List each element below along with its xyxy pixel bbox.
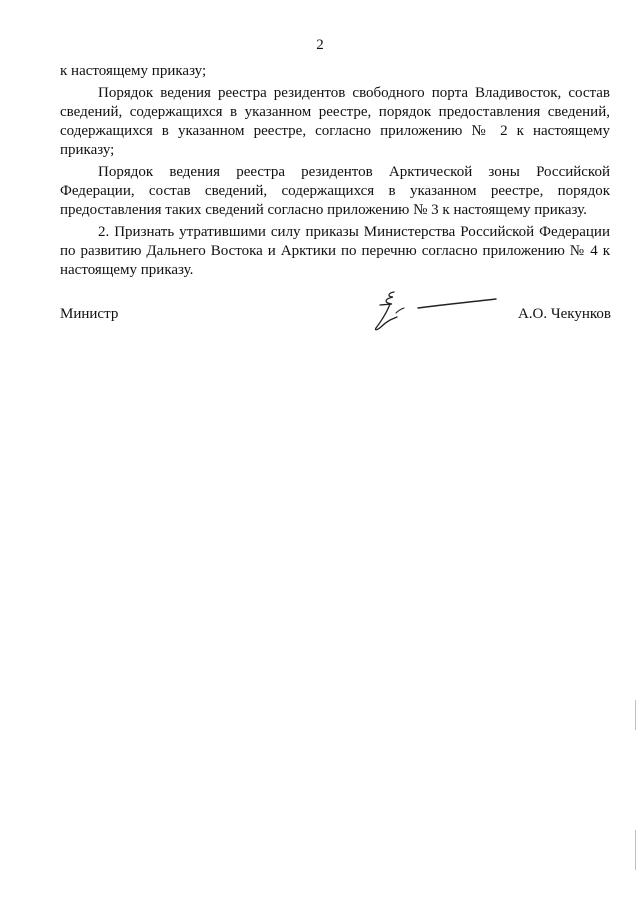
document-body <box>60 62 610 283</box>
paragraph-vladivostok-registry: Порядок ведения реестра резидентов свободного порта Владивосток, состав сведений, содержащихся в указанном реестре, порядок предоставления сведений, содержащихся в указанном реестре, согласно приложению № 2 к настоящему приказу; <box>60 85 610 158</box>
signer-title: Министр <box>60 306 119 322</box>
signature-block <box>60 302 611 332</box>
signer-name: А.О. Чекунков <box>517 306 611 322</box>
page-number: 2 <box>316 37 324 53</box>
scan-edge-mark <box>635 700 636 730</box>
paragraph-continuation: к настоящему приказу; <box>60 63 207 79</box>
scan-edge-mark <box>635 830 636 870</box>
handwritten-signature <box>370 290 500 334</box>
paragraph-repeal-orders: 2. Признать утратившими силу приказы Министерства Российской Федерации по развитию Дальнего Востока и Арктики по перечню согласно приложению № 4 к настоящему приказу. <box>60 224 610 278</box>
paragraph-arctic-registry: Порядок ведения реестра резидентов Арктической зоны Российской Федерации, состав сведений, содержащихся в указанном реестре, порядок предоставления таких сведений согласно приложению № 3 к настоящему приказу. <box>60 164 610 218</box>
